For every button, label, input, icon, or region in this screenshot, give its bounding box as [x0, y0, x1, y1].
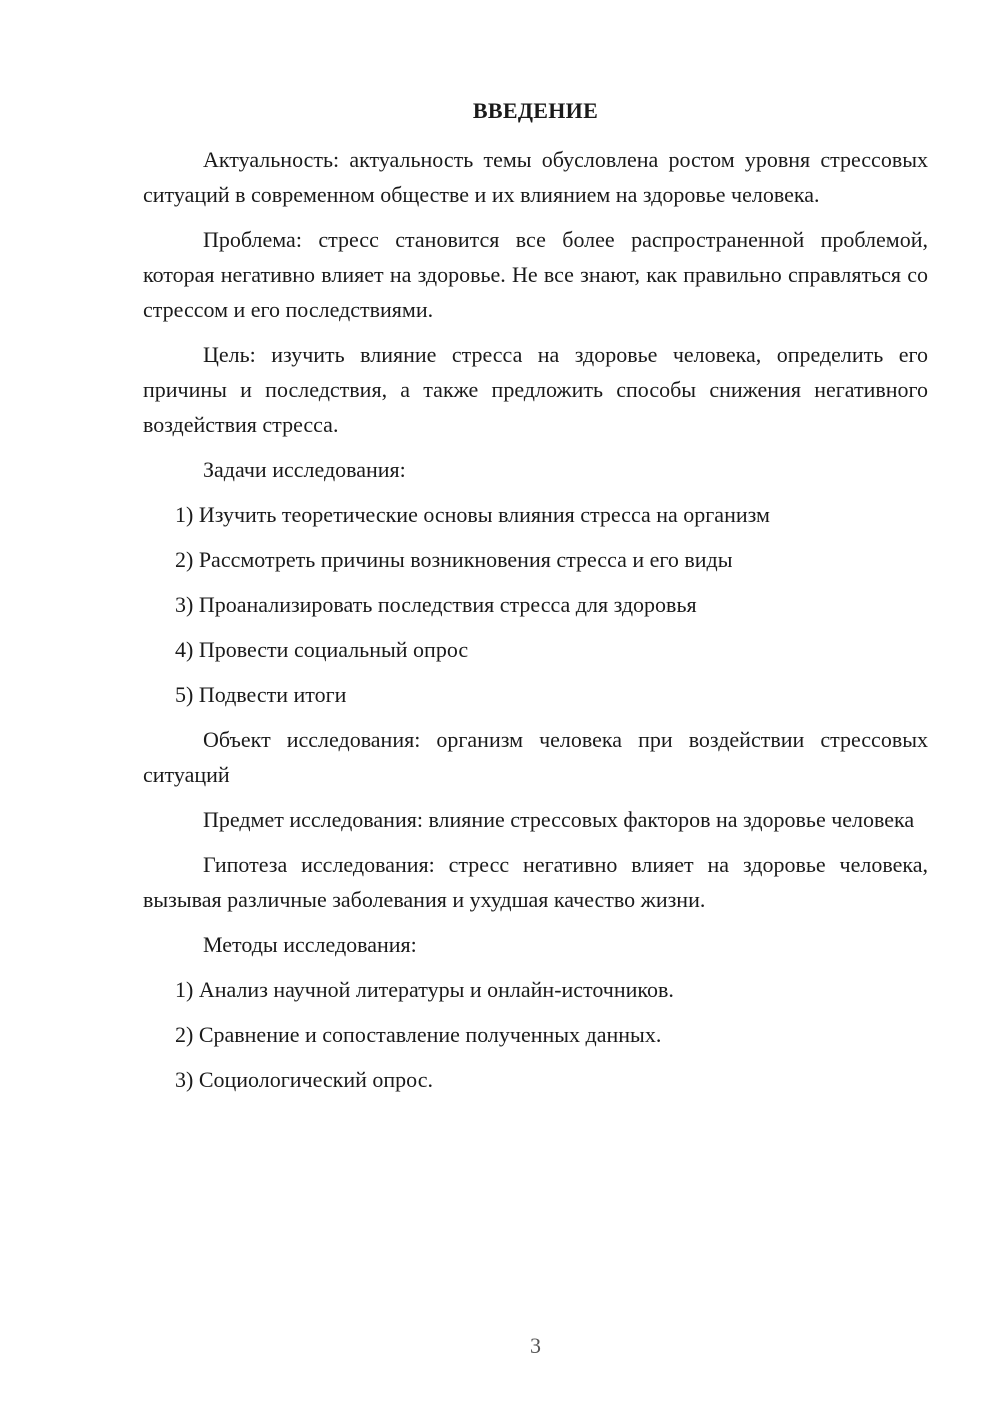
- subject-paragraph: Предмет исследования: влияние стрессовых факторов на здоровье человека: [203, 807, 915, 832]
- tasks-list: [143, 497, 928, 712]
- section-heading: ВВЕДЕНИЕ: [472, 98, 599, 123]
- task-item: 1) Изучить теоретические основы влияния стресса на организм: [175, 502, 770, 527]
- methods-label: Методы исследования:: [203, 932, 417, 957]
- methods-list: [143, 972, 928, 1097]
- method-item: 1) Анализ научной литературы и онлайн-источников.: [175, 977, 674, 1002]
- relevance-paragraph: Актуальность: актуальность темы обусловлена ростом уровня стрессовых ситуаций в современном обществе и их влиянием на здоровье человека.: [143, 147, 928, 207]
- goal-paragraph: Цель: изучить влияние стресса на здоровье человека, определить его причины и последствия, а также предложить способы снижения негативного воздействия стресса.: [143, 342, 928, 437]
- problem-paragraph: Проблема: стресс становится все более распространенной проблемой, которая негативно влияет на здоровье. Не все знают, как правильно справляться со стрессом и его последствиями.: [143, 227, 928, 322]
- task-item: 2) Рассмотреть причины возникновения стресса и его виды: [175, 547, 733, 572]
- task-item: 4) Провести социальный опрос: [175, 637, 469, 662]
- document-body: [143, 142, 928, 1107]
- method-item: 3) Социологический опрос.: [175, 1067, 433, 1092]
- page-number: 3: [530, 1333, 541, 1358]
- object-paragraph: Объект исследования: организм человека при воздействии стрессовых ситуаций: [143, 727, 928, 787]
- task-item: 3) Проанализировать последствия стресса для здоровья: [175, 592, 697, 617]
- tasks-label: Задачи исследования:: [203, 457, 406, 482]
- task-item: 5) Подвести итоги: [175, 682, 347, 707]
- hypothesis-paragraph: Гипотеза исследования: стресс негативно влияет на здоровье человека, вызывая различные заболевания и ухудшая качество жизни.: [143, 852, 928, 912]
- document-page: [143, 0, 928, 1414]
- method-item: 2) Сравнение и сопоставление полученных данных.: [175, 1022, 662, 1047]
